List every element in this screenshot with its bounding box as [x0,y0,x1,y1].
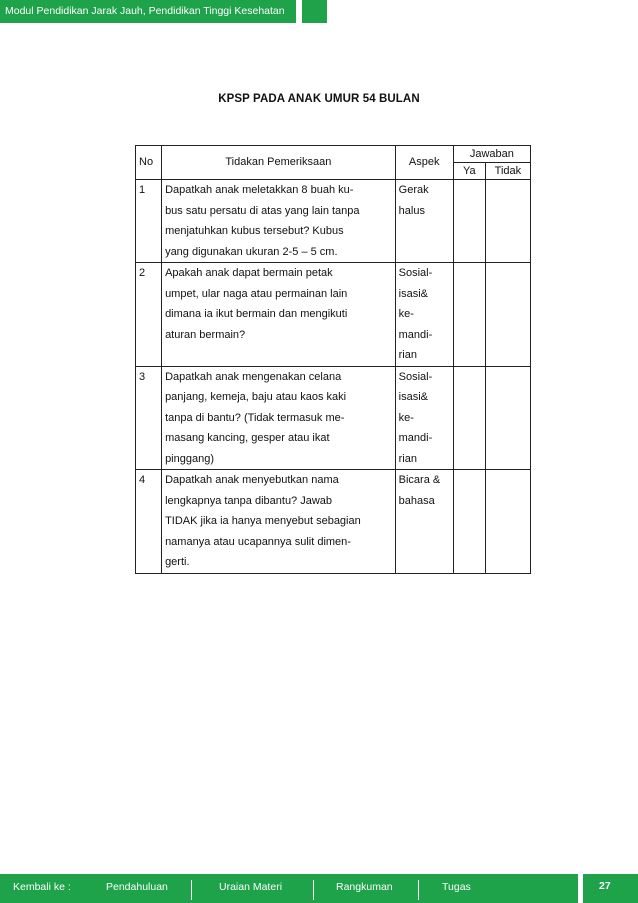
tindakan-line: gerti. [165,556,190,568]
answer-ya-cell[interactable] [453,366,485,470]
footer-nav-bar [0,874,578,903]
aspek-line: Sosial- [398,267,433,279]
tindakan-cell [162,470,396,574]
header-aspek: Aspek [395,146,453,180]
page-number-box [583,874,638,903]
tindakan-line: lengkapnya tanpa dibantu? Jawab [165,494,333,507]
tindakan-cell [162,180,396,263]
aspek-line: Bicara & [398,474,441,486]
nav-link-pendahuluan[interactable]: Pendahuluan [106,881,168,893]
aspek-line: ke- [398,411,414,424]
tindakan-line: bus satu persatu di atas yang lain tanpa [165,204,360,217]
tindakan-cell [162,263,396,367]
tindakan-line: panjang, kemeja, baju atau kaos kaki [165,391,347,403]
aspek-line: ke- [398,308,414,320]
answer-ya-cell[interactable] [453,180,485,263]
tindakan-cell [162,366,396,470]
table-row [136,366,531,470]
answer-tidak-cell[interactable] [485,180,530,263]
tindakan-line: aturan bermain? [165,328,246,341]
kpsp-table [135,145,531,574]
answer-tidak-cell[interactable] [485,263,530,367]
row-number: 3 [136,366,162,470]
module-title: Modul Pendidikan Jarak Jauh, Pendidikan Tinggi Kesehatan [5,5,285,17]
tindakan-line: namanya atau ucapannya sulit dimen- [165,535,351,548]
tindakan-line: Dapatkah anak menyebutkan nama [165,474,339,486]
answer-ya-cell[interactable] [453,263,485,367]
header-jawaban: Jawaban [453,146,530,163]
table-row [136,263,531,367]
tindakan-line: Dapatkah anak meletakkan 8 buah ku- [165,184,354,196]
header-ya: Ya [453,163,485,180]
header-accent-block [302,0,327,23]
tindakan-line: menjatuhkan kubus tersebut? Kubus [165,225,344,237]
row-number: 4 [136,470,162,574]
tindakan-line: pinggang) [165,452,214,465]
answer-tidak-cell[interactable] [485,366,530,470]
nav-link-tugas[interactable]: Tugas [442,881,471,893]
tindakan-line: masang kancing, gesper atau ikat [165,432,330,444]
aspek-line: mandi- [398,432,433,444]
header-tindakan: Tidakan Pemeriksaan [162,146,396,180]
aspek-line: halus [398,204,425,217]
tindakan-line: umpet, ular naga atau permainan lain [165,287,348,300]
aspek-cell [395,180,453,263]
aspek-line: rian [398,349,417,361]
aspek-cell [395,366,453,470]
module-title-banner [0,0,296,23]
page-title: KPSP PADA ANAK UMUR 54 BULAN [218,93,420,105]
nav-divider [313,880,314,900]
header-no: No [136,146,162,180]
tindakan-line: yang digunakan ukuran 2-5 – 5 cm. [165,245,338,258]
answer-ya-cell[interactable] [453,470,485,574]
nav-link-rangkuman[interactable]: Rangkuman [336,881,393,893]
answer-tidak-cell[interactable] [485,470,530,574]
tindakan-line: Apakah anak dapat bermain petak [165,267,333,279]
table-row [136,470,531,574]
tindakan-line: Dapatkah anak mengenakan celana [165,370,342,383]
aspek-line: bahasa [398,494,435,507]
aspek-line: Sosial- [398,370,433,383]
nav-link-uraian-materi[interactable]: Uraian Materi [219,881,283,893]
header-tidak: Tidak [485,163,530,180]
aspek-line: mandi- [398,328,433,341]
aspek-line: isasi& [398,391,428,403]
tindakan-line: TIDAK jika ia hanya menyebut sebagian [165,515,361,527]
page-number: 27 [599,880,611,892]
aspek-cell [395,470,453,574]
tindakan-line: tanpa di bantu? (Tidak termasuk me- [165,411,345,424]
nav-divider [418,880,419,900]
aspek-line: rian [398,452,417,465]
back-label: Kembali ke : [13,881,71,893]
row-number: 1 [136,180,162,263]
aspek-line: isasi& [398,287,428,300]
table-row [136,180,531,263]
row-number: 2 [136,263,162,367]
aspek-cell [395,263,453,367]
nav-divider [191,880,192,900]
aspek-line: Gerak [398,184,429,196]
tindakan-line: dimana ia ikut bermain dan mengikuti [165,308,348,320]
